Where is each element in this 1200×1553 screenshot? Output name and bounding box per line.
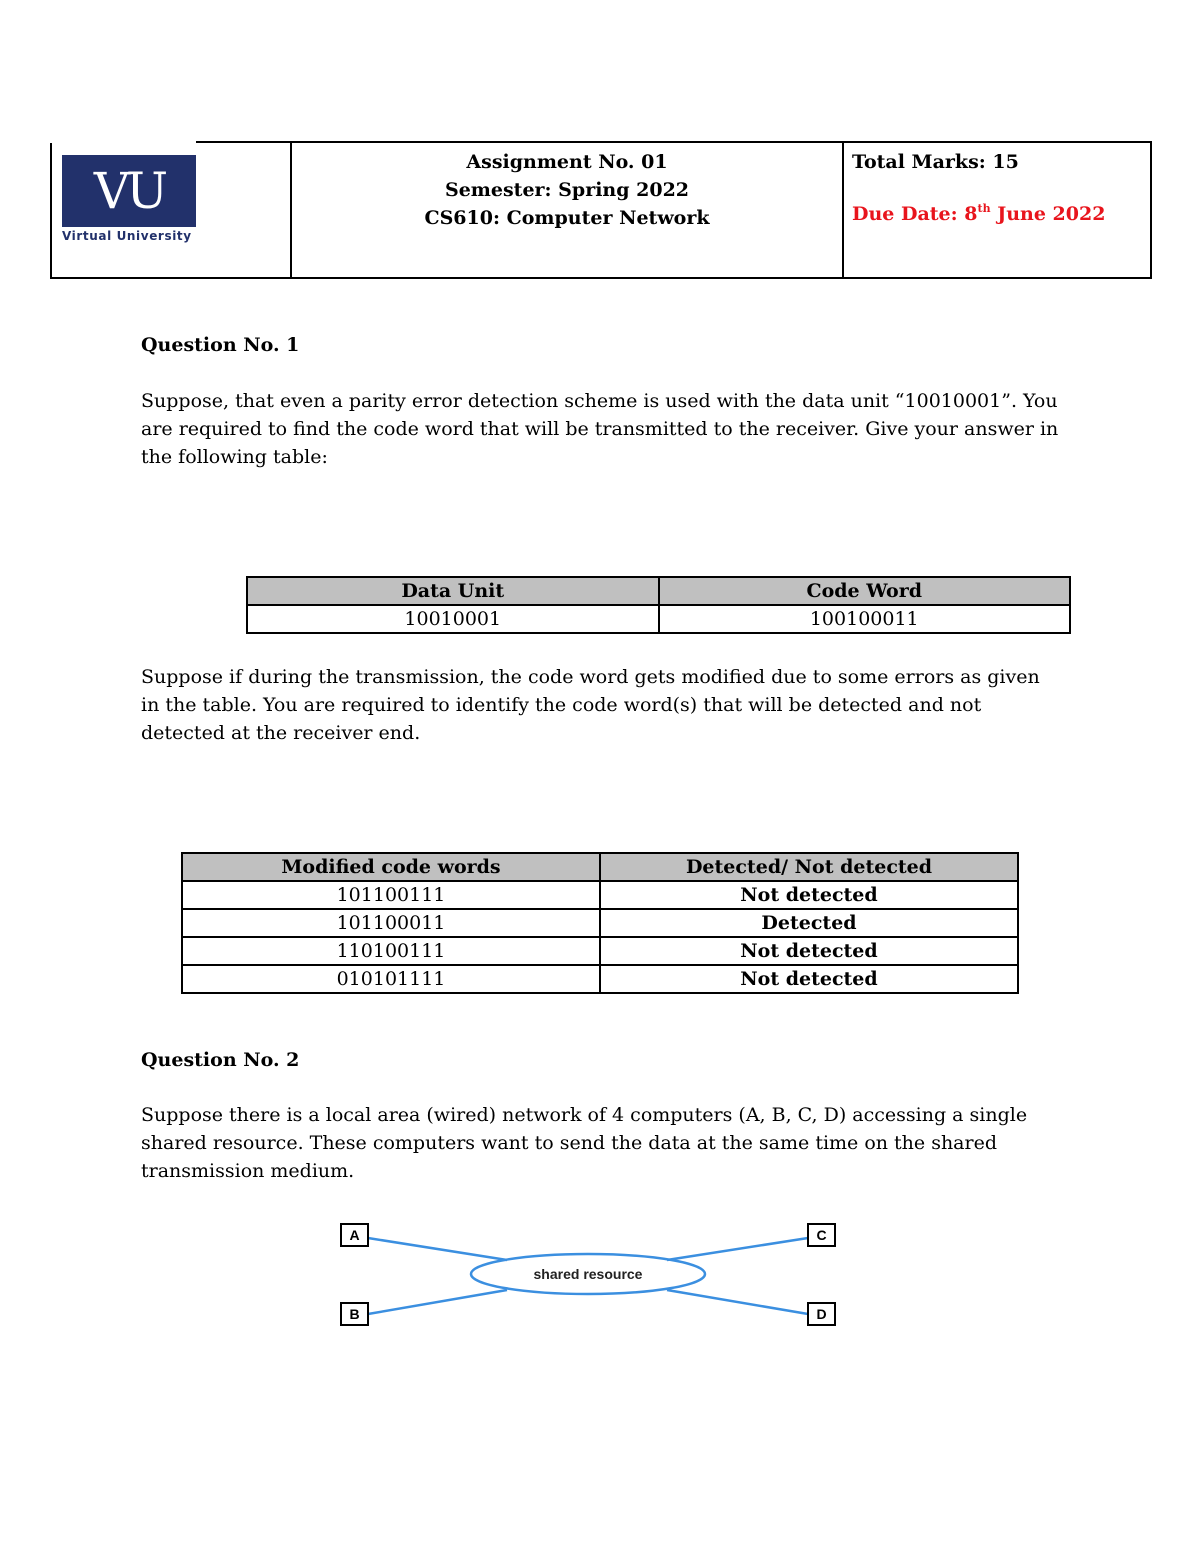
modified-code-cell: 010101111 xyxy=(182,965,600,993)
logo-text: VU xyxy=(93,162,165,220)
shared-resource-label: shared resource xyxy=(533,1266,643,1282)
header-corner-gap xyxy=(50,141,196,143)
logo-mark xyxy=(62,155,196,227)
link-b xyxy=(368,1290,507,1314)
detection-status-cell: Not detected xyxy=(600,965,1018,993)
semester: Semester: Spring 2022 xyxy=(444,179,690,201)
vu-logo xyxy=(62,155,200,243)
table-row xyxy=(182,937,1018,965)
link-c xyxy=(667,1238,808,1260)
node-b-label: B xyxy=(349,1306,360,1322)
link-d xyxy=(667,1290,808,1314)
col-header-code-word: Code Word xyxy=(659,577,1071,605)
node-d-label: D xyxy=(816,1306,827,1322)
table-row xyxy=(247,605,1070,633)
marks-cell xyxy=(844,143,1150,277)
due-date xyxy=(852,202,1150,225)
due-suffix: June 2022 xyxy=(990,203,1106,225)
question-2-intro: Suppose there is a local area (wired) network of 4 computers (A, B, C, D) accessing a single shared resource. These computers want to send the data at the same time on the shared transmission medium. xyxy=(141,1104,1028,1182)
network-diagram xyxy=(322,1208,862,1363)
code-word-cell: 100100011 xyxy=(659,605,1071,633)
modified-code-cell: 101100011 xyxy=(182,909,600,937)
modified-code-cell: 101100111 xyxy=(182,881,600,909)
table-row xyxy=(182,909,1018,937)
title-cell xyxy=(292,143,844,277)
col-header-detected: Detected/ Not detected xyxy=(600,853,1018,881)
logo-cell xyxy=(52,143,292,277)
detection-status-cell: Not detected xyxy=(600,937,1018,965)
table-header-row xyxy=(247,577,1070,605)
assignment-title: Assignment No. 01 xyxy=(466,151,668,173)
node-a-label: A xyxy=(349,1227,360,1243)
table-row xyxy=(182,965,1018,993)
course-title: CS610: Computer Network xyxy=(424,207,710,229)
detection-status-cell: Not detected xyxy=(600,881,1018,909)
link-a xyxy=(368,1238,507,1260)
detection-status-cell: Detected xyxy=(600,909,1018,937)
question-1-para-2: Suppose if during the transmission, the code word gets modified due to some errors as given in the table. You are required to identify the code word(s) that will be detected and not detected at the receiver end. xyxy=(141,666,1040,744)
col-header-data-unit: Data Unit xyxy=(247,577,659,605)
node-c-label: C xyxy=(816,1227,827,1243)
detection-table xyxy=(181,852,1019,994)
total-marks: Total Marks: 15 xyxy=(852,151,1019,173)
question-2-heading: Question No. 2 xyxy=(141,1049,300,1071)
table-row xyxy=(182,881,1018,909)
due-prefix: Due Date: 8 xyxy=(852,203,978,225)
table-header-row xyxy=(182,853,1018,881)
data-unit-cell: 10010001 xyxy=(247,605,659,633)
logo-subtitle: Virtual University xyxy=(62,229,192,243)
question-1-heading: Question No. 1 xyxy=(141,334,300,356)
header-table xyxy=(50,141,1152,279)
col-header-modified: Modified code words xyxy=(182,853,600,881)
question-1-intro: Suppose, that even a parity error detection scheme is used with the data unit “10010001”. You are required to find the code word that will be transmitted to the receiver. Give your answer in the following table: xyxy=(141,390,1059,468)
code-word-table xyxy=(246,576,1071,634)
due-sup: th xyxy=(977,202,991,215)
modified-code-cell: 110100111 xyxy=(182,937,600,965)
